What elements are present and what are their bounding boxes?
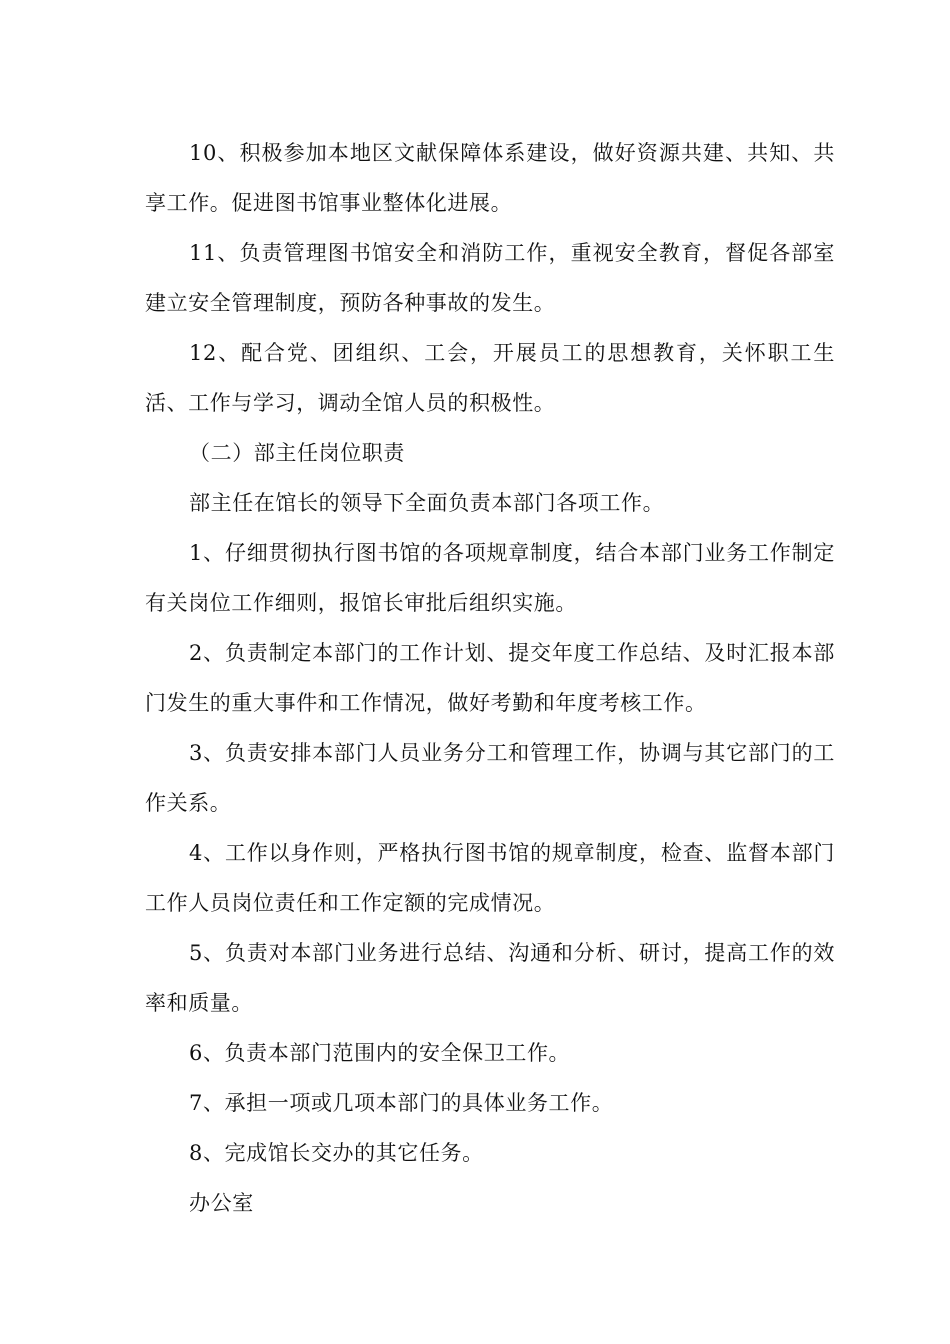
paragraph-duty-3: 3、负责安排本部门人员业务分工和管理工作，协调与其它部门的工作关系。 <box>145 741 835 815</box>
paragraph-duty-5: 5、负责对本部门业务进行总结、沟通和分析、研讨，提高工作的效率和质量。 <box>145 941 835 1015</box>
paragraph-duty-1: 1、仔细贯彻执行图书馆的各项规章制度，结合本部门业务工作制定有关岗位工作细则，报馆长审批后组织实施。 <box>145 541 835 615</box>
paragraph-duty-8: 8、完成馆长交办的其它任务。 <box>189 1141 484 1165</box>
section-heading-office: 办公室 <box>189 1191 254 1215</box>
paragraph-duty-2: 2、负责制定本部门的工作计划、提交年度工作总结、及时汇报本部门发生的重大事件和工作情况，做好考勤和年度考核工作。 <box>145 641 835 715</box>
paragraph-duty-7: 7、承担一项或几项本部门的具体业务工作。 <box>189 1091 614 1115</box>
paragraph-director-intro: 部主任在馆长的领导下全面负责本部门各项工作。 <box>189 491 665 515</box>
section-heading-director-duties: （二）部主任岗位职责 <box>189 441 405 465</box>
paragraph-item-10: 10、积极参加本地区文献保障体系建设，做好资源共建、共知、共享工作。促进图书馆事业整体化进展。 <box>145 141 835 215</box>
paragraph-item-12: 12、配合党、团组织、工会，开展员工的思想教育，关怀职工生活、工作与学习，调动全馆人员的积极性。 <box>145 341 835 415</box>
paragraph-duty-6: 6、负责本部门范围内的安全保卫工作。 <box>189 1041 571 1065</box>
paragraph-item-11: 11、负责管理图书馆安全和消防工作，重视安全教育，督促各部室建立安全管理制度，预防各种事故的发生。 <box>145 241 835 315</box>
document-page <box>145 128 835 1228</box>
paragraph-duty-4: 4、工作以身作则，严格执行图书馆的规章制度，检查、监督本部门工作人员岗位责任和工作定额的完成情况。 <box>145 841 835 915</box>
